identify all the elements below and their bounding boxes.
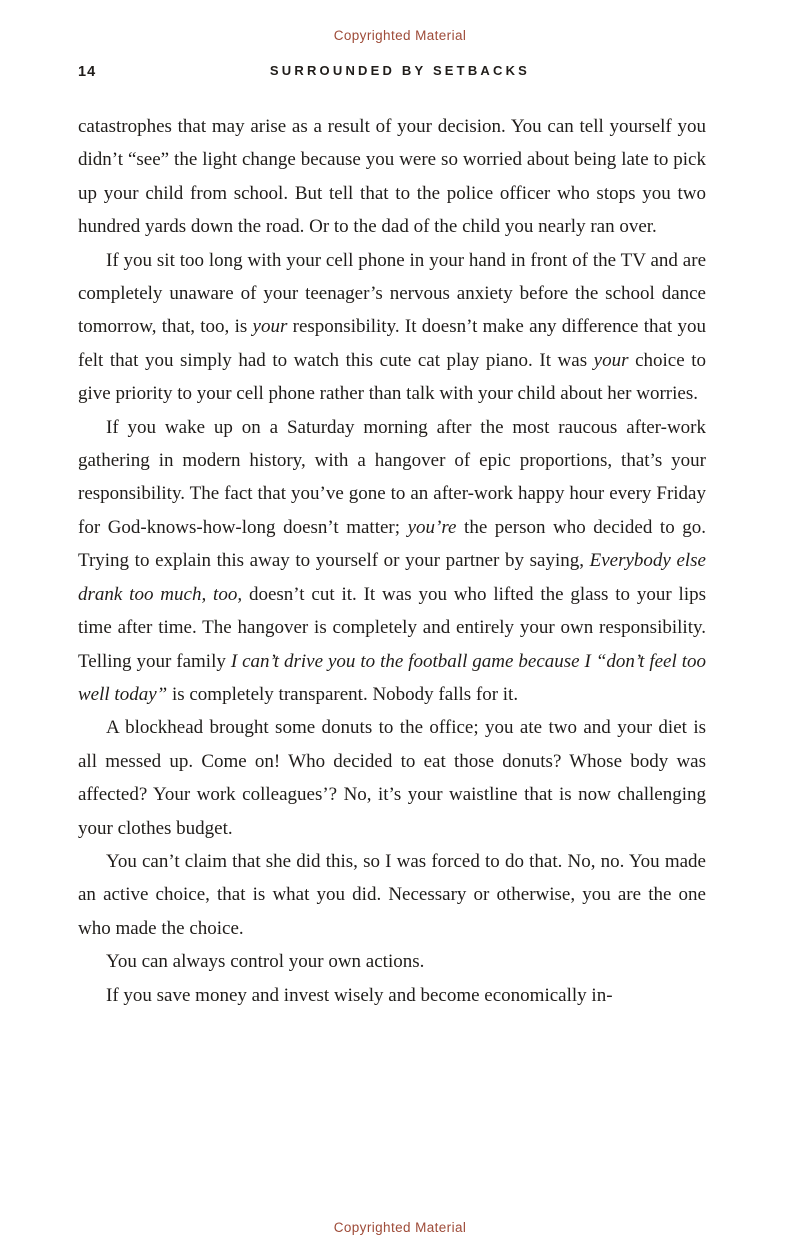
copyright-notice-top: Copyrighted Material (333, 28, 467, 43)
text-run: is completely transparent. Nobody falls for it. (167, 683, 519, 705)
text-run: A blockhead brought some donuts to the office; you ate two and your diet is all messed up. Come on! Who decided to eat those donuts? Whose body was affected? Your work colleagues’? No, it’s your waistline that is now challenging your clothes budget. (78, 717, 706, 839)
text-run: If you save money and invest wisely and become economically in- (106, 984, 613, 1006)
text-run: You can always control your own actions. (106, 951, 425, 973)
paragraph (78, 244, 706, 411)
paragraph (78, 945, 706, 978)
text-run: your (252, 316, 288, 338)
paragraph (78, 845, 706, 945)
text-run: If you sit too long with your cell phone in your hand in front of the TV and are completely unaware of your teenager’s nervous anxiety before the school dance tomorrow, that, too, is (78, 249, 706, 338)
paragraph (78, 110, 706, 244)
text-run: If you wake up on a Saturday morning after the most raucous after-work gathering in modern history, with a hangover of epic proportions, that’s your responsibility. The fact that you’ve gone to an after-work happy hour every Friday for God-knows-how-long doesn’t matter; (78, 416, 706, 538)
text-run: catastrophes that may arise as a result of your decision. You can tell yourself you didn’t “see” the light change because you were so worried about being late to pick up your child from school. But tell that to the police officer who stops you two hundred yards down the road. Or to the dad of the child you nearly ran over. (78, 116, 706, 238)
text-run: you’re (407, 516, 457, 538)
text-run: Everybody else drank too much, too, (78, 550, 706, 605)
running-title: SURROUNDED BY SETBACKS (269, 63, 531, 78)
text-run: responsibility. It doesn’t make any difference that you felt that you simply had to watch this cute cat play piano. It was (78, 316, 706, 371)
copyright-notice-bottom: Copyrighted Material (333, 1220, 467, 1235)
page-number: 14 (78, 64, 97, 80)
text-run: the person who decided to go. Trying to explain this away to yourself or your partner by saying, (78, 516, 706, 572)
page-header (0, 63, 800, 81)
text-run: I can’t drive you to the football game because I “don’t feel too well today” (78, 650, 706, 705)
paragraph (78, 711, 706, 845)
text-run: your (593, 349, 629, 371)
text-run: You can’t claim that she did this, so I was forced to do that. No, no. You made an active choice, that is what you did. Necessary or otherwise, you are the one who made the choice. (78, 850, 706, 939)
paragraph (78, 411, 706, 712)
body-text (78, 110, 706, 1012)
paragraph (78, 979, 706, 1012)
text-run: choice to give priority to your cell phone rather than talk with your child about her worries. (78, 349, 706, 405)
text-run: doesn’t cut it. It was you who lifted the glass to your lips time after time. The hangover is completely and entirely your own responsibility. Telling your family (78, 583, 706, 672)
